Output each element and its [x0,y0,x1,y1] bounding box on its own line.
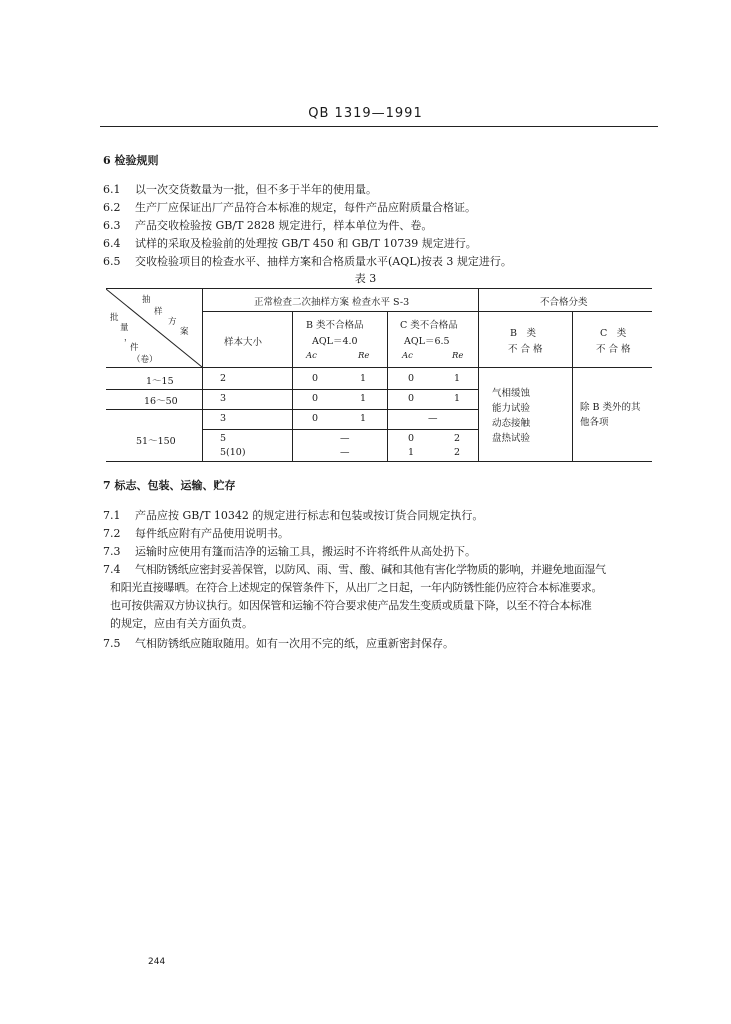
clause-number: 6.2 [103,201,121,214]
clause-7-3 [103,543,476,559]
corner-label: ， [124,333,133,343]
clause-7-4-cont [110,597,592,613]
c-ac-cell: — [428,413,438,424]
c-category-header: C 类 [600,328,627,339]
row-divider [202,429,478,430]
c-re-cell: 2 [454,433,461,444]
clause-text: 以一次交货数量为一批，但不多于半年的使用量。 [135,183,377,196]
clause-text: 产品应按 GB/T 10342 的规定进行标志和包装或按订货合同规定执行。 [135,509,484,522]
corner-label: 样 [154,307,163,317]
clause-6-5 [103,253,512,269]
c-aql-header: AQL＝6.5 [404,336,450,347]
b-re-cell: 1 [360,413,367,424]
clause-6-4 [103,235,477,251]
b-category-item: 气相缓蚀 [492,388,531,399]
lot-size-cell: 16～50 [144,396,178,407]
col-divider [478,289,479,461]
lot-size-cell: 51～150 [136,436,176,447]
section-6-title: 6 检验规则 [103,154,159,167]
corner-label: （卷） [132,355,158,365]
b-category-item: 动态接触 [492,418,531,429]
corner-label: 件 [130,343,139,353]
col-divider [572,311,573,461]
b-category-item: 能力试验 [492,403,531,414]
row-divider [106,367,652,368]
c-ac-header: Ac [402,351,413,361]
c-category-item: 除 B 类外的其 [580,402,641,413]
clause-number: 7.5 [103,637,121,650]
b-category-item: 盘热试验 [492,433,531,444]
clause-text: 交收检验项目的检查水平、抽样方案和合格质量水平(AQL)按表 3 规定进行。 [135,255,512,268]
b-ac-cell: 0 [312,373,319,384]
c-ac-cell: 0 [408,433,415,444]
b-re-cell: 1 [360,393,367,404]
sample-size-cell: 5(10) [220,447,246,458]
clause-number: 7.2 [103,527,121,540]
row-divider [202,311,652,312]
col-divider [202,289,203,461]
header-rule [100,126,658,127]
row-divider [106,389,478,390]
c-re-header: Re [452,351,464,361]
c-re-cell: 1 [454,373,461,384]
c-class-header: C 类不合格品 [400,320,458,331]
b-category-header: B 类 [510,328,536,339]
lot-size-cell: 1～15 [146,376,174,387]
clause-number: 6.5 [103,255,121,268]
b-ac-header: Ac [306,351,317,361]
clause-7-2 [103,525,289,541]
clause-text: 产品交收检验按 GB/T 2828 规定进行，样本单位为件、卷。 [135,219,433,232]
clause-number: 7.3 [103,545,121,558]
clause-7-1 [103,507,483,523]
clause-number: 7.4 [103,563,121,576]
clause-7-4 [103,561,606,577]
b-aql-header: AQL＝4.0 [312,336,358,347]
clause-text: 的规定，应由有关方面负责。 [110,617,253,630]
clause-text: 气相防锈纸应随取随用。如有一次用不完的纸，应重新密封保存。 [135,637,454,650]
c-category-item: 他各项 [580,417,609,428]
c-category-header-2: 不 合 格 [596,344,631,355]
sampling-table [106,288,652,462]
clause-number: 6.3 [103,219,121,232]
clause-7-5 [103,635,454,651]
clause-number: 7.1 [103,509,121,522]
c-re-cell: 2 [454,447,461,458]
clause-6-3 [103,217,432,233]
clause-text: 和阳光直接曝晒。在符合上述规定的保管条件下，从出厂之日起，一年内防锈性能仍应符合本标准要求。 [110,581,603,594]
group-header: 正常检查二次抽样方案 检查水平 S-3 [254,297,410,308]
corner-label: 量 [120,323,129,333]
b-ac-cell: 0 [312,413,319,424]
col-divider [292,311,293,461]
corner-label: 抽 [142,295,151,305]
c-ac-cell: 0 [408,393,415,404]
clause-6-1 [103,181,377,197]
clause-7-4-cont [110,579,602,595]
clause-text: 试样的采取及检验前的处理按 GB/T 450 和 GB/T 10739 规定进行。 [135,237,477,250]
col-divider [387,311,388,461]
clause-text: 也可按供需双方协议执行。如因保管和运输不符合要求使产品发生变质或质量下降，以至不符合本标准 [110,599,592,612]
clause-text: 每件纸应附有产品使用说明书。 [135,527,289,540]
clause-text: 气相防锈纸应密封妥善保管，以防风、雨、雪、酸、碱和其他有害化学物质的影响，并避免地面湿气 [135,563,606,576]
sample-size-cell: 3 [220,413,227,424]
page-number: 244 [148,957,166,967]
row-divider [106,409,478,410]
clause-number: 6.4 [103,237,121,250]
b-re-header: Re [358,351,370,361]
sample-size-cell: 3 [220,393,227,404]
b-re-cell: — [340,433,350,444]
table-caption: 表 3 [354,272,377,285]
clause-6-2 [103,199,476,215]
b-re-cell: 1 [360,373,367,384]
c-ac-cell: 0 [408,373,415,384]
sample-size-cell: 5 [220,433,227,444]
document-code: QB 1319—1991 [308,106,423,121]
b-category-header-2: 不 合 格 [508,344,543,355]
nonconformity-header: 不合格分类 [540,297,588,308]
section-7-title: 7 标志、包装、运输、贮存 [103,479,236,492]
c-re-cell: 1 [454,393,461,404]
sample-size-header: 样本大小 [224,337,263,348]
clause-number: 6.1 [103,183,121,196]
corner-label: 方 [168,317,177,327]
clause-text: 运输时应使用有篷而洁净的运输工具，搬运时不许将纸件从高处扔下。 [135,545,476,558]
clause-7-4-cont [110,615,253,631]
c-ac-cell: 1 [408,447,415,458]
b-class-header: B 类不合格品 [306,320,364,331]
corner-label: 案 [180,327,189,337]
clause-text: 生产厂应保证出厂产品符合本标准的规定，每件产品应附质量合格证。 [135,201,476,214]
b-ac-cell: 0 [312,393,319,404]
sample-size-cell: 2 [220,373,227,384]
b-re-cell: — [340,447,350,458]
corner-label: 批 [110,313,119,323]
